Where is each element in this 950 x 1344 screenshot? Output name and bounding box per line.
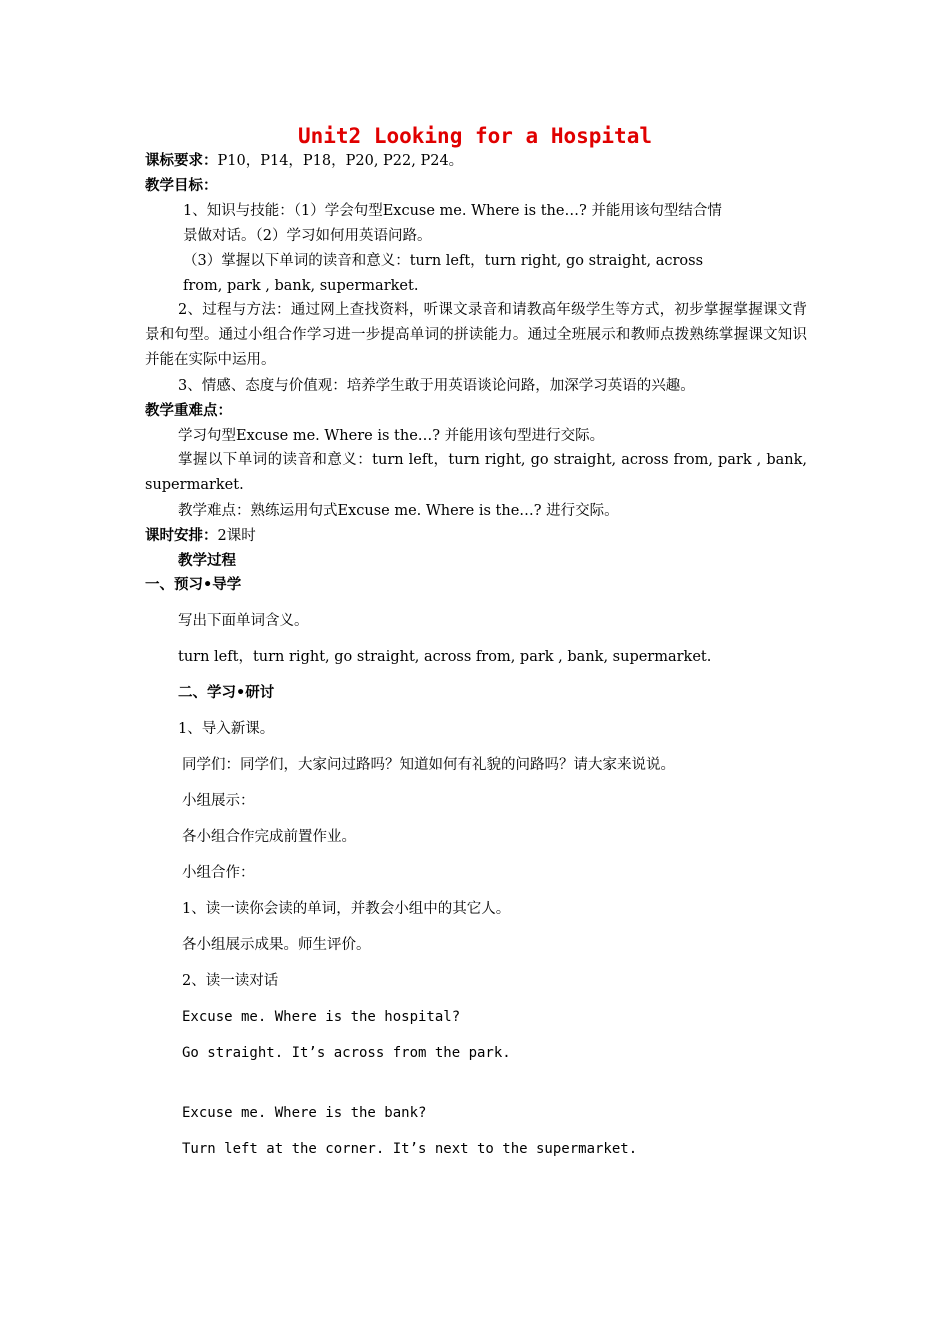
dialog-line: Go straight. It’s across from the park.: [182, 1045, 511, 1061]
objective-1-line-a: 1、知识与技能：（1）学会句型Excuse me. Where is the…? 并能用该句型结合情: [183, 203, 722, 219]
group-show-text: 各小组合作完成前置作业。: [182, 829, 356, 845]
schedule-label: 课时安排：: [145, 528, 218, 544]
section2-heading: 二、学习•研讨: [178, 685, 275, 701]
group-show-label: 小组展示：: [182, 793, 255, 809]
dialog-line: Excuse me. Where is the hospital?: [182, 1009, 461, 1025]
objectives-label: 教学目标：: [145, 178, 218, 194]
standards-label: 课标要求：: [145, 153, 218, 169]
schedule-line: [145, 526, 256, 546]
key-point-3: 教学难点：熟练运用句式Excuse me. Where is the…? 进行交际。: [178, 503, 619, 519]
process-heading: 教学过程: [178, 553, 236, 569]
key-points-label: 教学重难点：: [145, 403, 232, 419]
section2-step1: 1、导入新课。: [178, 721, 275, 737]
dialog-line: Excuse me. Where is the bank?: [182, 1105, 427, 1121]
objective-1-line-c: （3）掌握以下单词的读音和意义：turn left，turn right, go straight, across: [183, 253, 704, 269]
schedule-text: 2课时: [217, 528, 256, 544]
section1-words: turn left，turn right, go straight, across from, park , bank, supermarket.: [178, 649, 712, 665]
objective-2: 2、过程与方法：通过网上查找资料，听课文录音和请教高年级学生等方式，初步掌握掌握课文背景和句型。通过小组合作学习进一步提高单词的拼读能力。通过全班展示和教师点拨熟练掌握课文知识并能在实际中运用。: [145, 302, 807, 368]
coop-evaluation: 各小组展示成果。师生评价。: [182, 937, 371, 953]
objective-1-line-b: 景做对话。（2）学习如何用英语问路。: [183, 228, 432, 244]
dialog-line: Turn left at the corner. It’s next to the supermarket.: [182, 1141, 638, 1157]
section2-step2: 2、读一读对话: [182, 973, 279, 989]
standards-text: P10，P14，P18，P20, P22, P24。: [217, 153, 464, 169]
objective-3: 3、情感、态度与价值观：培养学生敢于用英语谈论问路，加深学习英语的兴趣。: [178, 378, 695, 394]
coop-item-1: 1、读一读你会读的单词，并教会小组中的其它人。: [182, 901, 511, 917]
key-point-2: 掌握以下单词的读音和意义：turn left，turn right, go straight, across from, park , bank, supermarket.: [145, 452, 807, 493]
teacher-intro: 同学们：同学们，大家问过路吗？知道如何有礼貌的问路吗？请大家来说说。: [182, 757, 675, 773]
group-coop-label: 小组合作：: [182, 865, 255, 881]
section1-heading: 一、预习•导学: [145, 577, 242, 593]
document-title: Unit2 Looking for a Hospital: [297, 124, 652, 148]
standards-line: [145, 151, 463, 171]
objective-1-line-d: from, park , bank, supermarket.: [183, 278, 419, 294]
section1-instruction: 写出下面单词含义。: [178, 613, 309, 629]
key-point-1: 学习句型Excuse me. Where is the…? 并能用该句型进行交际。: [178, 428, 605, 444]
